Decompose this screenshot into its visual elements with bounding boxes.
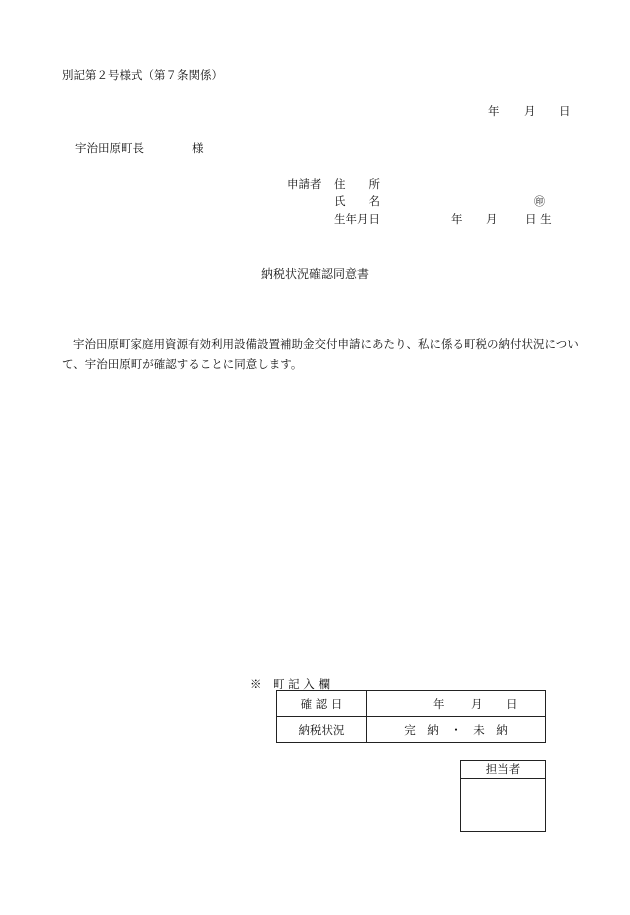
person-in-charge-box (460, 760, 546, 832)
town-section-title: ※ 町 記 入 欄 (250, 677, 330, 691)
date-year-label: 年 (488, 104, 500, 118)
name-label: 氏 名 (334, 194, 380, 208)
date-month-label: 月 (524, 104, 536, 118)
date-day-label: 日 (559, 104, 571, 118)
birth-day-label: 日 生 (525, 212, 552, 226)
birthdate-label: 生年月日 (334, 212, 380, 226)
confirm-month-label: 月 (471, 697, 483, 711)
body-text: 宇治田原町家庭用資源有効利用設備設置補助金交付申請にあたり、私に係る町税の納付状況について、宇治田原町が確認することに同意します。 (62, 337, 579, 371)
person-in-charge-label: 担当者 (461, 761, 545, 779)
tax-status-label: 納税状況 (277, 717, 367, 743)
form-label: 別記第２号様式（第７条関係） (62, 68, 223, 82)
addressee-name: 宇治田原町長 (75, 141, 144, 155)
confirm-date-cell (367, 691, 546, 717)
birth-month-label: 月 (486, 212, 498, 226)
table-row (277, 691, 546, 717)
birth-year-label: 年 (451, 212, 463, 226)
confirm-day-label: 日 (506, 697, 518, 711)
confirm-year-label: 年 (433, 697, 445, 711)
town-entry-table (276, 690, 546, 743)
address-label: 住 所 (334, 177, 380, 191)
table-row (277, 717, 546, 743)
tax-status-value: 完 納 ・ 未 納 (367, 717, 546, 743)
confirm-date-label: 確 認 日 (277, 691, 367, 717)
addressee-honorific: 様 (192, 141, 204, 155)
seal-mark: ㊞ (534, 195, 545, 208)
applicant-title: 申請者 (287, 177, 322, 191)
document-title: 納税状況確認同意書 (260, 267, 369, 281)
